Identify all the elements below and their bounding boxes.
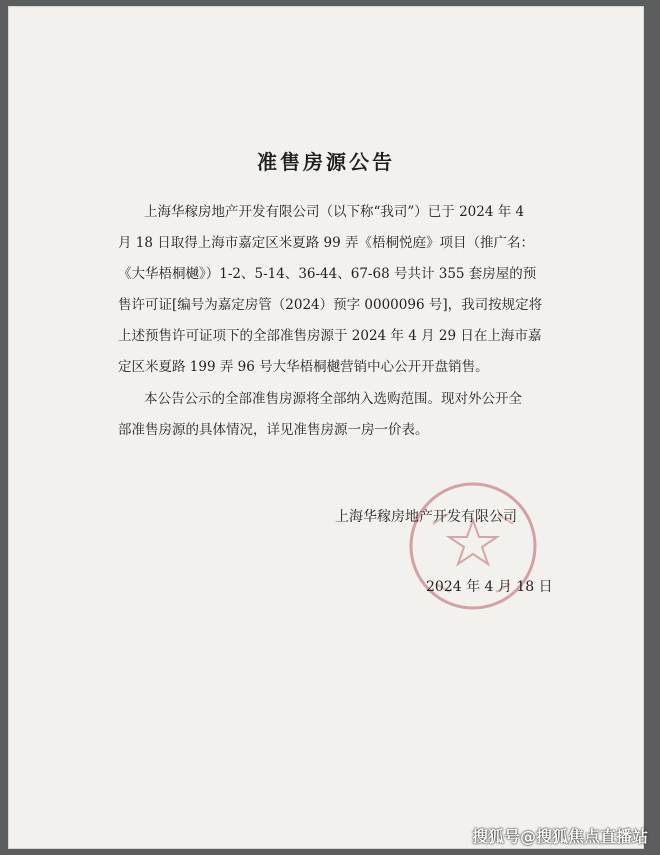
paragraph-1-line-4: 售许可证[编号为嘉定房管（2024）预字 0000096 号]，我司按规定将: [118, 297, 543, 313]
paragraph-1-line-2: 月 18 日取得上海市嘉定区米夏路 99 弄《梧桐悦庭》项目（推广名：: [118, 235, 535, 251]
paragraph-1-line-1: 上海华稼房地产开发有限公司（以下称“我司”）已于 2024 年 4: [144, 204, 525, 220]
paragraph-2-line-1: 本公告公示的全部准售房源将全部纳入选购范围。现对外公开全: [144, 391, 522, 407]
document-title: 准售房源公告: [257, 150, 395, 174]
company-signature: 上海华稼房地产开发有限公司: [335, 509, 517, 525]
document-page: [8, 6, 644, 849]
paragraph-1-line-6: 定区米夏路 199 弄 96 号大华梧桐樾营销中心公开开盘销售。: [118, 359, 489, 375]
paragraph-2-line-2: 部准售房源的具体情况，详见准售房源一房一价表。: [118, 422, 429, 438]
document-date: 2024 年 4 月 18 日: [426, 579, 553, 595]
paragraph-1-line-3: 《大华梧桐樾》）1-2、5-14、36-44、67-68 号共计 355 套房屋的预: [118, 266, 537, 282]
source-watermark: 搜狐号@搜狐焦点直播站: [471, 827, 648, 846]
paragraph-1-line-5: 上述预售许可证项下的全部准售房源于 2024 年 4 月 29 日在上海市嘉: [118, 328, 542, 344]
